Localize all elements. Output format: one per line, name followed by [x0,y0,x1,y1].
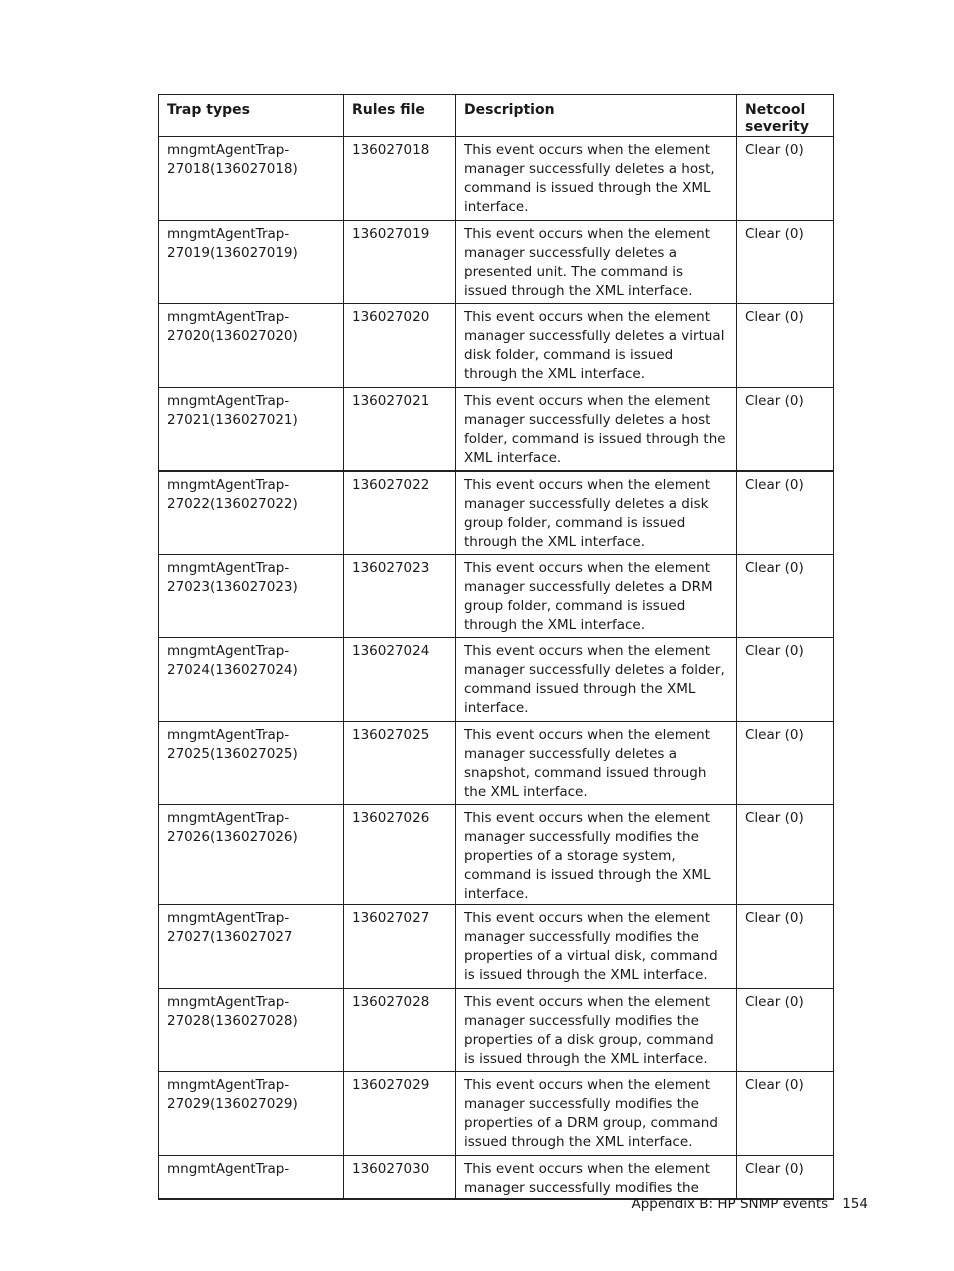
rules-file-cell: 136027025 [344,721,456,805]
footer-section-title: Appendix B: HP SNMP events [631,1196,829,1212]
description-cell: This event occurs when the element manager successfully deletes a disk group folder, command is issued through the XML interface. [456,471,737,555]
description-cell: This event occurs when the element manager successfully deletes a host, command is issued through the XML interface. [456,137,737,221]
severity-cell: Clear (0) [737,988,834,1072]
description-cell: This event occurs when the element manager successfully deletes a virtual disk folder, command is issued through the XML interface. [456,304,737,388]
trap-type-cell: mngmtAgentTrap-27023(136027023) [159,554,344,638]
rules-file-cell: 136027024 [344,638,456,722]
table-row [159,137,834,221]
severity-cell: Clear (0) [737,304,834,388]
description-cell: This event occurs when the element manager successfully deletes a folder, command issued through the XML interface. [456,638,737,722]
page-footer [631,1196,868,1212]
description-cell: This event occurs when the element manager successfully modifies the properties of a DRM group, command issued through the XML interface. [456,1072,737,1156]
table-row [159,905,834,989]
trap-type-cell: mngmtAgentTrap-27028(136027028) [159,988,344,1072]
trap-type-cell: mngmtAgentTrap-27021(136027021) [159,387,344,471]
severity-cell: Clear (0) [737,137,834,221]
severity-cell: Clear (0) [737,1072,834,1156]
description-cell: This event occurs when the element manager successfully deletes a host folder, command is issued through the XML interface. [456,387,737,471]
table-row [159,1155,834,1199]
rules-file-cell: 136027023 [344,554,456,638]
description-cell: This event occurs when the element manager successfully deletes a DRM group folder, command is issued through the XML interface. [456,554,737,638]
rules-file-cell: 136027022 [344,471,456,555]
table-row [159,638,834,722]
header-netcool-severity: Netcool severity [737,95,834,137]
rules-file-cell: 136027019 [344,220,456,304]
trap-type-cell: mngmtAgentTrap-27024(136027024) [159,638,344,722]
header-rules-file: Rules file [344,95,456,137]
description-cell: This event occurs when the element manager successfully modifies the properties of a virtual disk, command is issued through the XML interface. [456,905,737,989]
description-cell: This event occurs when the element manager successfully deletes a snapshot, command issued through the XML interface. [456,721,737,805]
trap-type-cell: mngmtAgentTrap-27019(136027019) [159,220,344,304]
trap-type-cell: mngmtAgentTrap-27022(136027022) [159,471,344,555]
severity-cell: Clear (0) [737,638,834,722]
trap-type-cell: mngmtAgentTrap-27027(136027027 [159,905,344,989]
table-header-row [159,95,834,137]
rules-file-cell: 136027030 [344,1155,456,1199]
description-cell: This event occurs when the element manager successfully deletes a presented unit. The command is issued through the XML interface. [456,220,737,304]
page-number: 154 [842,1196,868,1212]
trap-type-cell: mngmtAgentTrap- [159,1155,344,1199]
table-row [159,220,834,304]
table-row [159,988,834,1072]
severity-cell: Clear (0) [737,805,834,905]
trap-type-cell: mngmtAgentTrap-27025(136027025) [159,721,344,805]
rules-file-cell: 136027028 [344,988,456,1072]
severity-cell: Clear (0) [737,387,834,471]
table-row [159,387,834,471]
table-row [159,554,834,638]
description-cell: This event occurs when the element manager successfully modifies the properties of a disk group, command is issued through the XML interface. [456,988,737,1072]
severity-cell: Clear (0) [737,554,834,638]
snmp-events-table [158,94,834,1200]
rules-file-cell: 136027027 [344,905,456,989]
description-cell: This event occurs when the element manager successfully modifies the [456,1155,737,1199]
description-cell: This event occurs when the element manager successfully modifies the properties of a storage system, command is issued through the XML interface. [456,805,737,905]
trap-type-cell: mngmtAgentTrap-27018(136027018) [159,137,344,221]
severity-cell: Clear (0) [737,721,834,805]
table-row [159,1072,834,1156]
severity-cell: Clear (0) [737,905,834,989]
table-row [159,471,834,555]
header-trap-types: Trap types [159,95,344,137]
table-row [159,304,834,388]
table-row [159,721,834,805]
snmp-events-table-container [158,94,833,1200]
trap-type-cell: mngmtAgentTrap-27020(136027020) [159,304,344,388]
severity-cell: Clear (0) [737,471,834,555]
severity-cell: Clear (0) [737,1155,834,1199]
trap-type-cell: mngmtAgentTrap-27026(136027026) [159,805,344,905]
rules-file-cell: 136027026 [344,805,456,905]
severity-cell: Clear (0) [737,220,834,304]
rules-file-cell: 136027018 [344,137,456,221]
table-row [159,805,834,905]
rules-file-cell: 136027020 [344,304,456,388]
rules-file-cell: 136027029 [344,1072,456,1156]
trap-type-cell: mngmtAgentTrap-27029(136027029) [159,1072,344,1156]
rules-file-cell: 136027021 [344,387,456,471]
header-description: Description [456,95,737,137]
